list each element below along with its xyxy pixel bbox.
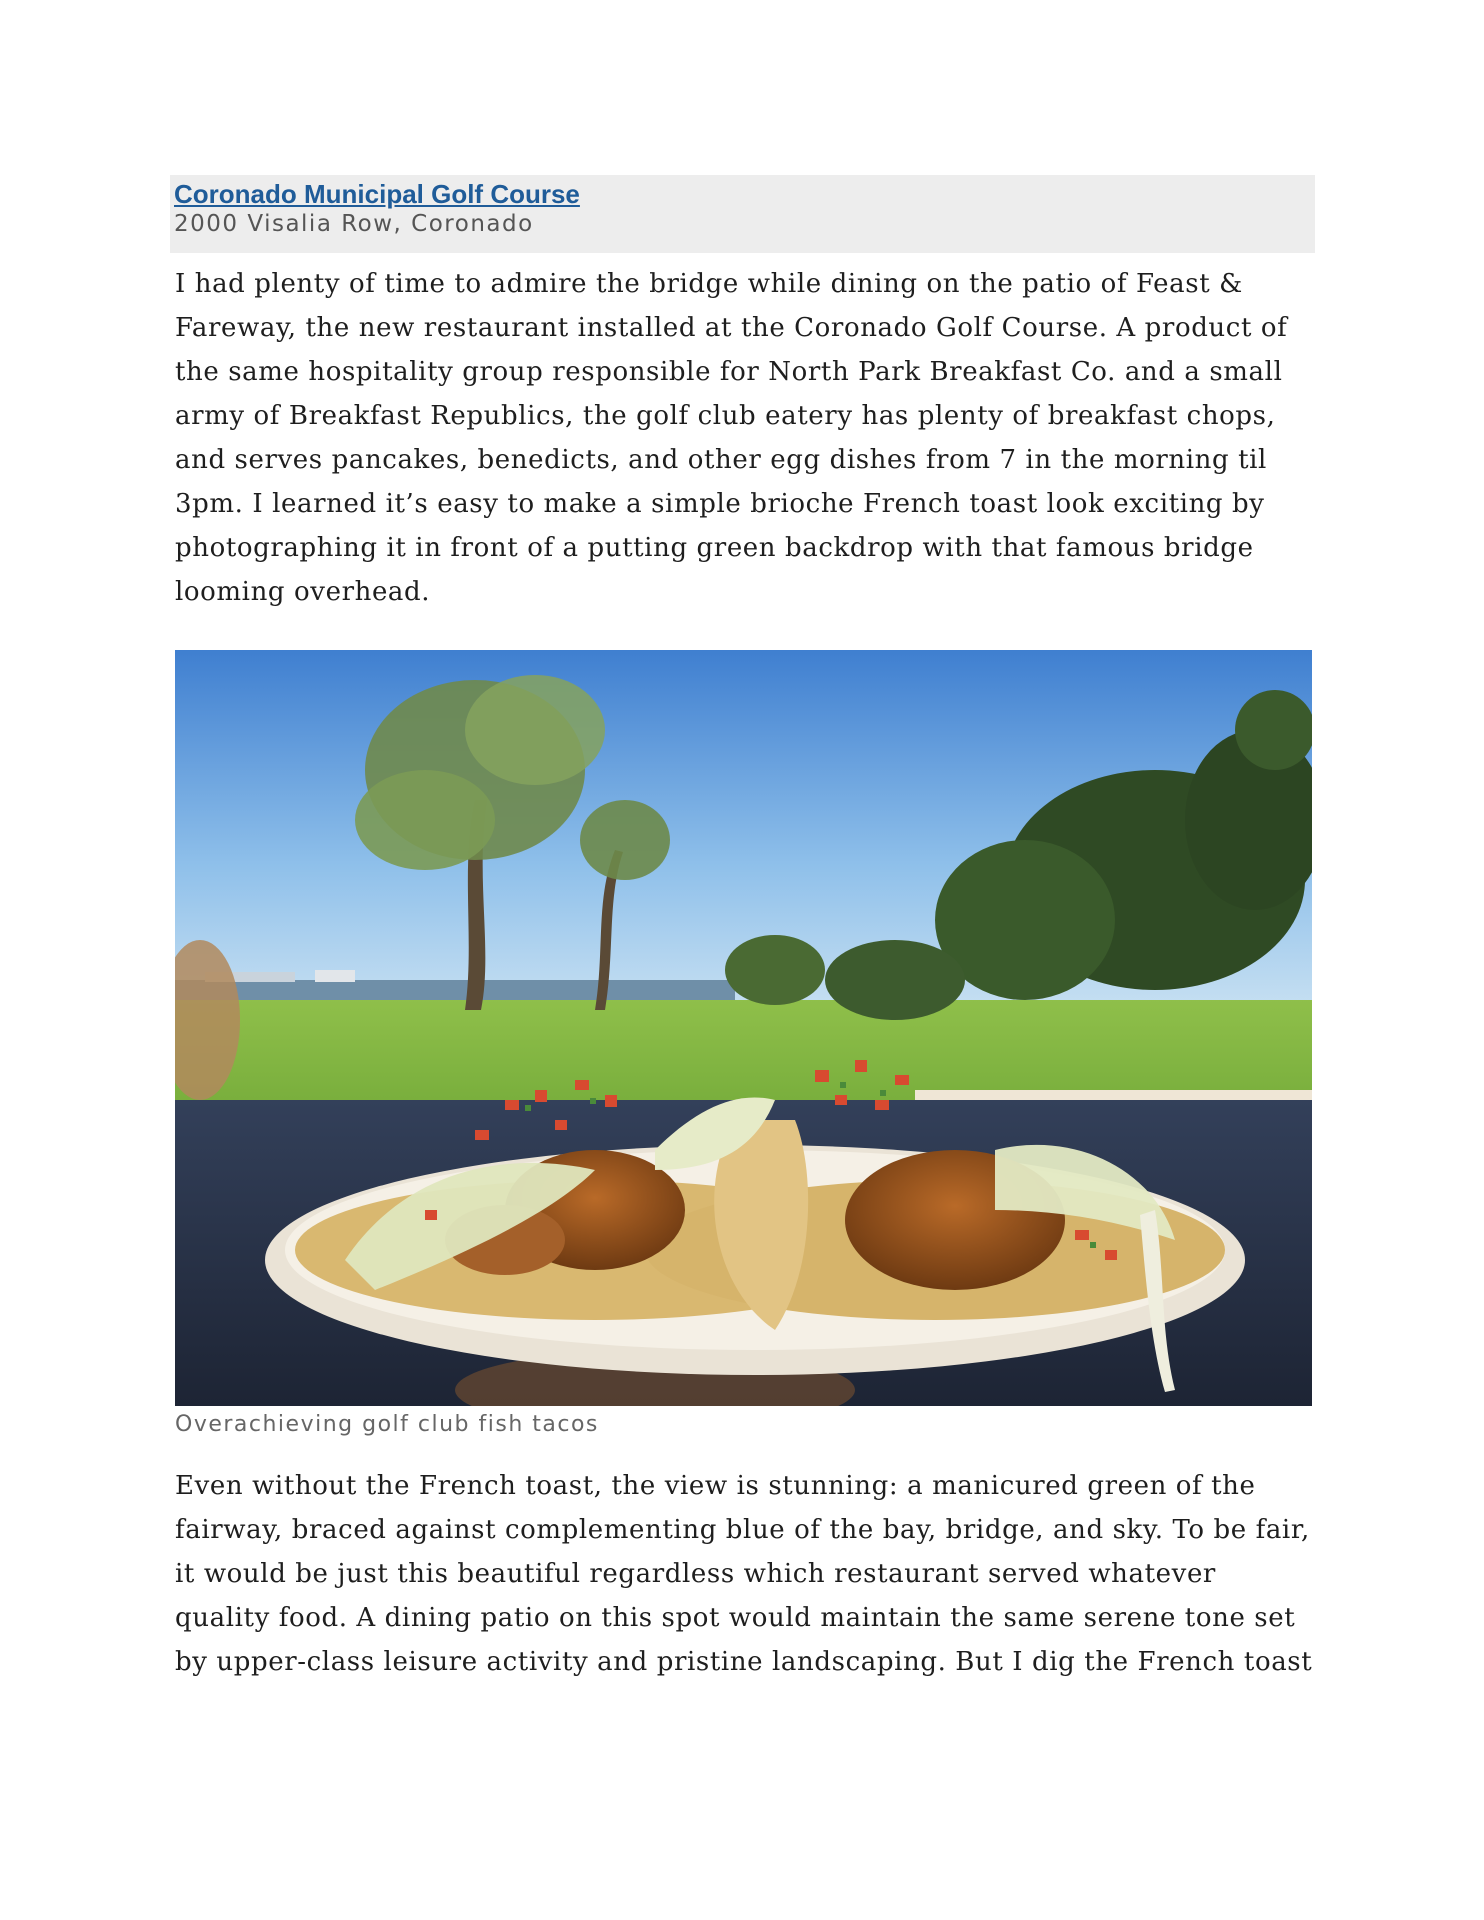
- article-paragraph-1: I had plenty of time to admire the bridge while dining on the patio of Feast & Fareway, the new restaurant installed at the Coronado Golf Course. A product of the same hospitality group responsible for North Park Breakfast Co. and a small army of Breakfast Republics, the golf club eatery has plenty of breakfast chops, and serves pancakes, benedicts, and other egg dishes from 7 in the morning til 3pm. I learned it’s easy to make a simple brioche French toast look exciting by photographing it in front of a putting green backdrop with that famous bridge looming overhead.: [175, 269, 1288, 607]
- place-name-link[interactable]: Coronado Municipal Golf Course: [174, 179, 580, 209]
- place-info-box: [170, 175, 1315, 253]
- photo-caption: Overachieving golf club fish tacos: [175, 1412, 599, 1437]
- fish-tacos-photo: [175, 650, 1312, 1406]
- place-address: 2000 Visalia Row, Coronado: [174, 211, 534, 237]
- article-paragraph-2: Even without the French toast, the view is stunning: a manicured green of the fairway, braced against complementing blue of the bay, bridge, and sky. To be fair, it would be just this beautiful regardless which restaurant served whatever quality food. A dining patio on this spot would maintain the same serene tone set by upper-class leisure activity and pristine landscaping. But I dig the French toast: [175, 1471, 1313, 1677]
